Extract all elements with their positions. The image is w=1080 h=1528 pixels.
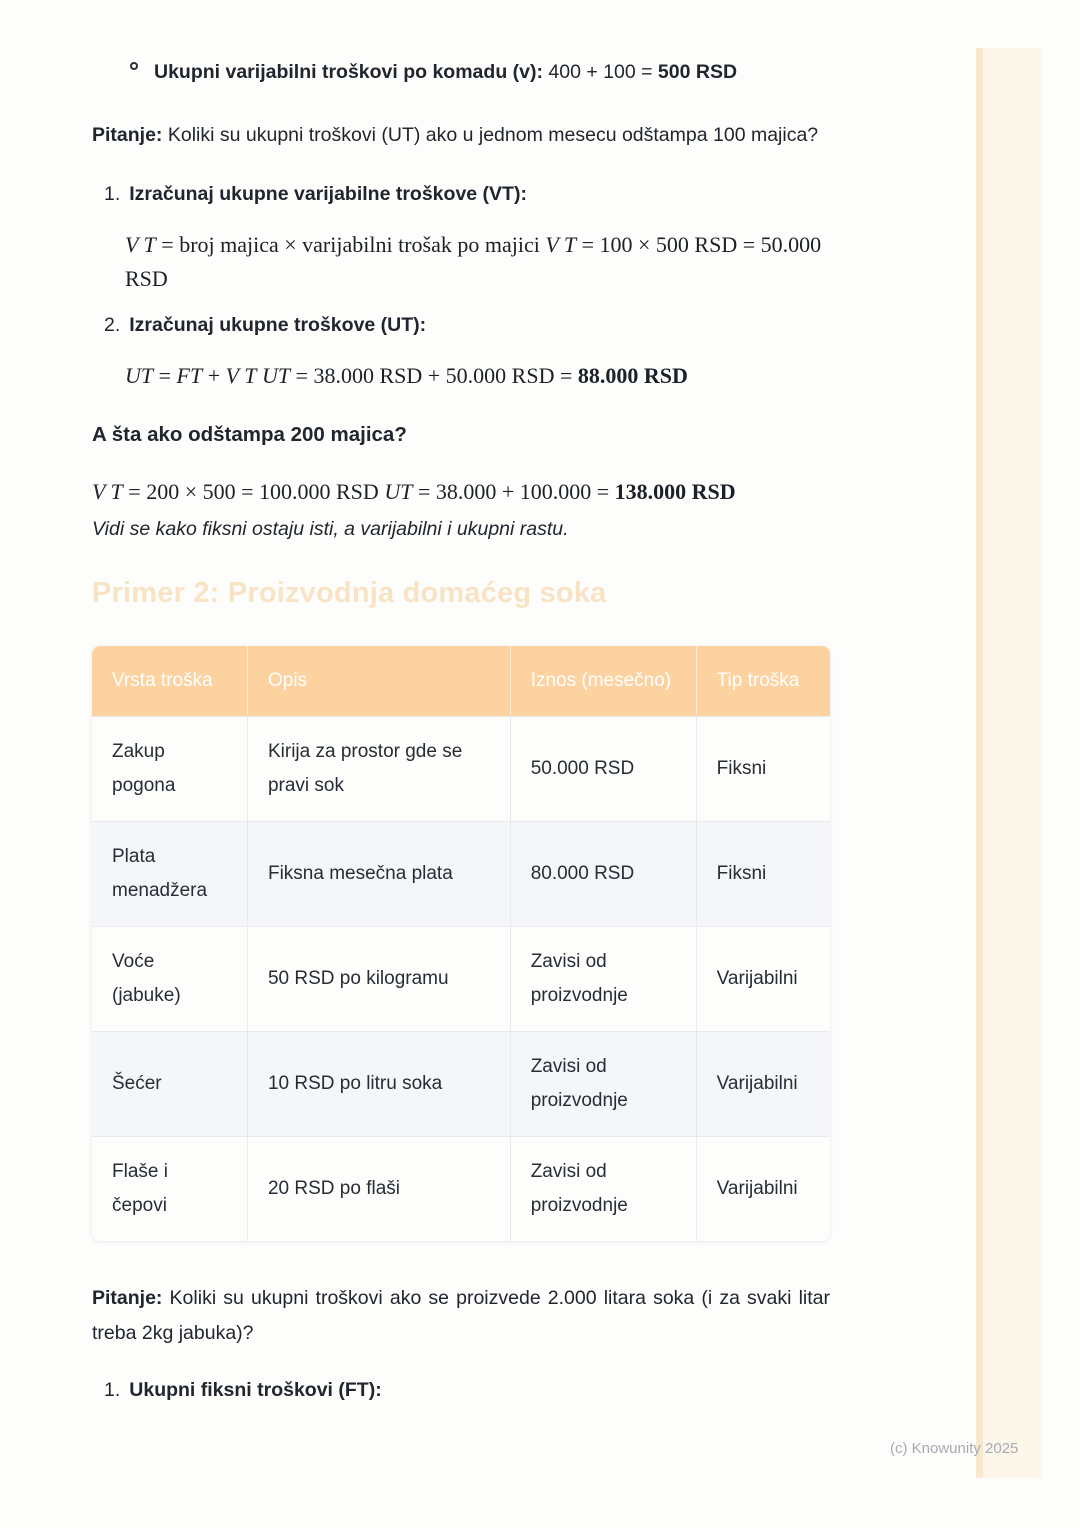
formula-variable: FT [176, 363, 203, 388]
numbered-step [92, 1379, 830, 1402]
numbered-step [92, 183, 830, 206]
table-cell: 50 RSD po kilogramu [247, 926, 510, 1031]
formula-variable: V T [545, 232, 577, 257]
formula-text: = 38.000 + 100.000 = [412, 479, 615, 504]
table-row [92, 1031, 830, 1136]
question-paragraph [92, 1281, 830, 1351]
table-cell: Plata menadžera [92, 821, 247, 926]
step-number: 2. [104, 314, 121, 336]
table-row [92, 716, 830, 821]
cost-table [92, 646, 830, 1241]
table-cell: 80.000 RSD [510, 821, 696, 926]
step-title: Ukupni fiksni troškovi (FT): [129, 1379, 382, 1401]
bullet-result: 500 RSD [657, 61, 738, 83]
bullet-text [154, 55, 737, 90]
table-cell: Fiksni [696, 821, 830, 926]
formula-variable: UT [261, 363, 291, 388]
page-accent-strip [976, 48, 1042, 1478]
question-label: Pitanje: [92, 1287, 163, 1309]
table-header-row [92, 646, 830, 716]
formula-result: 138.000 RSD [614, 479, 736, 504]
header-cell: Iznos (mesečno) [510, 646, 696, 716]
formula [92, 228, 830, 296]
formula-text: = [153, 363, 177, 388]
table-cell: Zakup pogona [92, 716, 247, 821]
question-text: Koliki su ukupni troškovi (UT) ako u jednom mesecu odštampa 100 majica? [162, 124, 819, 146]
note-italic: Vidi se kako fiksni ostaju isti, a varijabilni i ukupni rastu. [92, 518, 569, 540]
numbered-step [92, 314, 830, 337]
table-cell: Zavisi od proizvodnje [510, 1031, 696, 1136]
step-title: Izračunaj ukupne troškove (UT): [129, 314, 427, 336]
question-label: Pitanje: [92, 124, 163, 146]
copyright-text: (c) Knowunity 2025 [890, 1440, 1019, 1457]
bullet-calc: 400 + 100 = [542, 61, 658, 83]
table-cell: Šećer [92, 1031, 247, 1136]
table-cell: 10 RSD po litru soka [247, 1031, 510, 1136]
formula-variable: UT [384, 479, 413, 504]
table-row [92, 821, 830, 926]
formula-variable: V T [125, 232, 156, 257]
table-cell: Flaše i čepovi [92, 1136, 247, 1241]
table-cell: Voće (jabuke) [92, 926, 247, 1031]
bullet-icon [130, 62, 138, 70]
question-text: Koliki su ukupni troškovi ako se proizvede 2.000 litara soka (i za svaki litar treba 2kg jabuka)? [92, 1287, 830, 1344]
header-cell: Vrsta troška [92, 646, 247, 716]
table-cell: Fiksni [696, 716, 830, 821]
formula-result: 88.000 RSD [577, 363, 688, 388]
table-cell: Varijabilni [696, 1136, 830, 1241]
table-cell: Zavisi od proizvodnje [510, 926, 696, 1031]
formula-variable: V T [225, 363, 257, 388]
table-row [92, 1136, 830, 1241]
subheading: A šta ako odštampa 200 majica? [92, 423, 407, 446]
table-cell: Varijabilni [696, 926, 830, 1031]
formula-text: = 38.000 RSD + 50.000 RSD = [290, 363, 578, 388]
step-number: 1. [104, 183, 121, 205]
table-cell: 50.000 RSD [510, 716, 696, 821]
table-row [92, 926, 830, 1031]
header-cell: Opis [247, 646, 510, 716]
step-title: Izračunaj ukupne varijabilne troškove (VT): [129, 183, 527, 205]
section-heading: Primer 2: Proizvodnja domaćeg soka [92, 577, 607, 609]
formula-text: = 200 × 500 = 100.000 RSD [122, 479, 385, 504]
question-paragraph [92, 118, 830, 153]
document-content [92, 0, 830, 1402]
formula-text: = broj majica × varijabilni trošak po majici [155, 232, 546, 257]
formula-variable: UT [125, 363, 154, 388]
list-item [92, 55, 830, 90]
step-number: 1. [104, 1379, 121, 1401]
formula [92, 359, 830, 393]
formula [92, 475, 830, 509]
table-cell: Fiksna mesečna plata [247, 821, 510, 926]
bullet-label: Ukupni varijabilni troškovi po komadu (v): [154, 61, 543, 83]
formula-variable: V T [92, 479, 123, 504]
formula-text: = 100 × 500 RSD = 50.000 RSD [125, 232, 822, 291]
formula-text: + [202, 363, 226, 388]
header-cell: Tip troška [696, 646, 830, 716]
table-cell: Varijabilni [696, 1031, 830, 1136]
table-cell: Zavisi od proizvodnje [510, 1136, 696, 1241]
table-cell: Kirija za prostor gde se pravi sok [247, 716, 510, 821]
table-cell: 20 RSD po flaši [247, 1136, 510, 1241]
